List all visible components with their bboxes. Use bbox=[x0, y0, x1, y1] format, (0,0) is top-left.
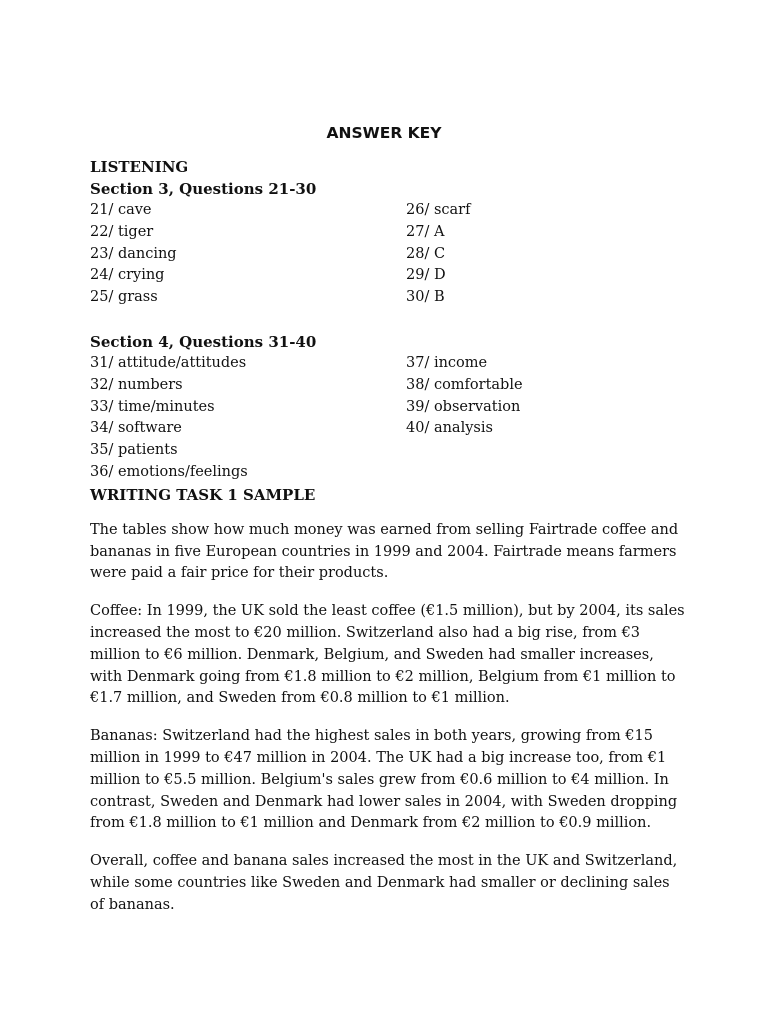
writing-paragraph-coffee: Coffee: In 1999, the UK sold the least coffee (€1.5 million), but by 2004, its sales increased the most to €20 million. Switzerland also had a big rise, from €3 million to €6 million. Denmark, Belgium, and Sweden had smaller increases, with Denmark going from €1.8 million to €2 million, Belgium from €1 million to €1.7 million, and Sweden from €0.8 million to €1 million. bbox=[90, 603, 685, 707]
section4-heading: Section 4, Questions 31-40 bbox=[90, 332, 317, 351]
answer-26: 26/ scarf bbox=[406, 202, 471, 218]
answer-32: 32/ numbers bbox=[90, 376, 183, 393]
answer-28: 28/ C bbox=[406, 245, 446, 262]
answer-29: 29/ D bbox=[406, 267, 446, 284]
answer-27: 27/ A bbox=[406, 223, 445, 240]
writing-heading: WRITING TASK 1 SAMPLE bbox=[90, 485, 316, 504]
page-title: ANSWER KEY bbox=[326, 124, 442, 142]
answer-39: 39/ observation bbox=[406, 398, 521, 415]
answer-31: 31/ attitude/attitudes bbox=[90, 354, 247, 371]
answer-30: 30/ B bbox=[406, 289, 445, 306]
spacer bbox=[90, 309, 686, 331]
answer-24: 24/ crying bbox=[90, 267, 165, 284]
answer-35: 35/ patients bbox=[90, 442, 178, 459]
answer-21: 21/ cave bbox=[90, 202, 152, 218]
writing-paragraph-bananas: Bananas: Switzerland had the highest sales in both years, growing from €15 million in 1999 to €47 million in 2004. The UK had a big increase too, from €1 million to €5.5 million. Belgium's sales grew from €0.6 million to €4 million. In contrast, Sweden and Denmark had lower sales in 2004, with Sweden dropping from €1.8 million to €1 million and Denmark from €2 million to €0.9 million. bbox=[90, 728, 678, 832]
section3-heading: Section 3, Questions 21-30 bbox=[90, 180, 317, 198]
answer-23: 23/ dancing bbox=[90, 245, 177, 262]
document-body bbox=[90, 156, 686, 933]
answer-25: 25/ grass bbox=[90, 289, 158, 306]
section4-answers bbox=[90, 353, 686, 484]
writing-paragraph-intro: The tables show how much money was earned from selling Fairtrade coffee and bananas in five European countries in 1999 and 2004. Fairtrade means farmers were paid a fair price for their products. bbox=[90, 521, 679, 582]
section3-answers bbox=[90, 200, 686, 309]
answer-33: 33/ time/minutes bbox=[90, 398, 215, 415]
answer-38: 38/ comfortable bbox=[406, 376, 523, 393]
answer-36: 36/ emotions/feelings bbox=[90, 463, 248, 480]
answer-22: 22/ tiger bbox=[90, 223, 154, 240]
answer-40: 40/ analysis bbox=[406, 420, 493, 437]
listening-heading: LISTENING bbox=[90, 158, 189, 176]
answer-37: 37/ income bbox=[406, 354, 488, 371]
answer-34: 34/ software bbox=[90, 420, 182, 437]
writing-paragraph-overall: Overall, coffee and banana sales increased the most in the UK and Switzerland, while some countries like Sweden and Denmark had smaller or declining sales of bananas. bbox=[90, 853, 678, 913]
